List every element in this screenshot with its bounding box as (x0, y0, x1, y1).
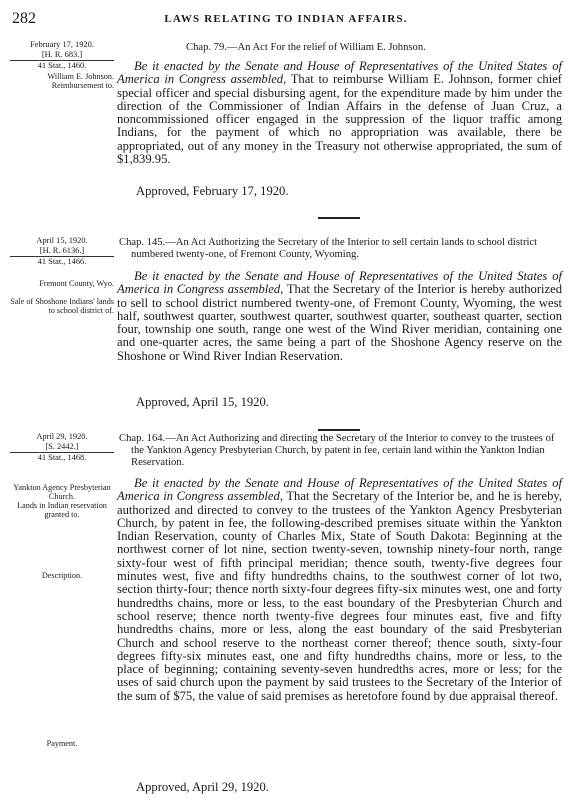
act-2-bill: [H. R. 6136.] (39, 245, 85, 255)
act-1-chapter-title: Chap. 79.—An Act For the relief of William E. Johnson. (186, 42, 426, 53)
act-2-side-note-sale: Sale of Shoshone Indians' lands to school district of. (10, 297, 114, 315)
act-3-citation (10, 432, 114, 463)
act-3-side-note-lands: Lands in Indian reservation granted to. (17, 501, 107, 519)
act-3-approved: Approved, April 29, 1920. (136, 780, 269, 794)
act-1-citation (10, 40, 114, 71)
act-3-side-note-church: Yankton Agency Presbyterian Church. (13, 483, 111, 501)
act-1-body (117, 60, 562, 166)
act-3-statute: 41 Stat., 1468. (37, 453, 87, 463)
section-rule (318, 429, 360, 431)
act-3-bill: [S. 2442.] (45, 441, 79, 451)
act-2-chapter-title: Chap. 145.—An Act Authorizing the Secretary of the Interior to sell certain lands to school district numbered twenty-one, of Fremont County, Wyoming. (119, 237, 538, 260)
act-1-date: February 17, 1920. (30, 40, 94, 49)
act-3-chapter-title: Chap. 164.—An Act Authorizing and directing the Secretary of the Interior to convey to the trustees of the Yankton Agency Presbyterian Church, by patent in fee, certain land within the Yankton Indian Reservation. (119, 433, 555, 468)
act-1-statute: 41 Stat., 1460. (37, 61, 87, 71)
act-3-text: That the Secretary of the Interior be, and he is hereby, authorized and directed to convey to the trustees of the Yankton Agency Presbyterian Church, by patent in fee, the following-described premises situate within the Yankton Indian Reservation, county of Charles Mix, State of South Dakota: Beginning at the northwest corner of lot nine, section twenty-seven, township ninety-four north, range sixty-four west of fifth principal meridian; thence south, twenty-five degrees four minutes west, five and fifty hundredths chains, to the southwest corner of lot two, section thirty-four; thence north sixty-four degrees fifty-six minutes west, one and forty hundredths chains, more or less, to the east boundary of the Presbyterian Church and school reserve; thence north twenty-five degrees four minutes east, five and fifty hundredths chains, more or less, along the east boundary of the said Presbyterian Church and school reserve to the northeast corner thereof; thence south, sixty-four degrees fifty-six minutes east, one and fifty hundredths chains, more or less, to the place of beginning; containing seventy-seven hundredths acres, more or less; for the uses of said church upon the payment by said trustees to the Secretary of the Interior of the sum of $75, the value of said premises as heretofore found by due appraisal thereof. (117, 489, 563, 703)
act-3-date: April 29, 1920. (36, 432, 88, 441)
running-head: LAWS RELATING TO INDIAN AFFAIRS. (164, 13, 408, 25)
page-number: 282 (12, 10, 36, 27)
act-2-date: April 15, 1920. (36, 236, 88, 245)
act-1-bill: [H. R. 683.] (41, 49, 83, 59)
act-3-body (117, 477, 562, 703)
act-2-text: That the Secretary of the Interior is hereby authorized to sell to school district numbered twenty-one, of Fremont County, Wyoming, the west half, southwest quarter, southwest quarter, southwest quarter, southeast quarter, section four, township one south, range one west of the Wind River meridian, containing one and one-quarter acres, the same being a part of the Shoshone Agency reserve on the Shoshone or Wind River Indian Reservation. (117, 282, 563, 363)
act-1-side-note: William E. Johnson. Reimbursement to. (47, 72, 114, 90)
section-rule (318, 217, 360, 219)
act-1-approved: Approved, February 17, 1920. (136, 184, 289, 198)
act-3-side-note-payment: Payment. (46, 739, 78, 748)
act-2-statute: 41 Stat., 1466. (37, 257, 87, 267)
act-2-citation (10, 236, 114, 267)
act-2-approved: Approved, April 15, 1920. (136, 395, 269, 409)
act-3-side-note-description: Description. (41, 571, 83, 580)
page-header (12, 10, 560, 30)
act-2-body (117, 270, 562, 363)
act-1-enacting-clause: Be it enacted by the Senate and House of Representatives of the United States of America in Congress assembled, (117, 59, 562, 87)
act-3-enacting-clause: Be it enacted by the Senate and House of Representatives of the United States of America in Congress assembled, (117, 476, 562, 504)
act-1-text: That to reimburse William E. Johnson, former chief special officer and special disbursing agent, for the expenditure made by him under the direction of the Commissioner of Indian Affairs in the defense of Juan Cruz, a noncommissioned officer engaged in the suppression of the liquor traffic among Indians, for the payment of which no appropriation was available, there be appropriated, out of any money in the Treasury not otherwise appropriated, the sum of $1,839.95. (117, 72, 563, 167)
act-2-enacting-clause: Be it enacted by the Senate and House of Representatives of the United States of America in Congress assembled, (117, 269, 562, 297)
act-2-side-note-county: Fremont County, Wyo. (39, 279, 114, 288)
